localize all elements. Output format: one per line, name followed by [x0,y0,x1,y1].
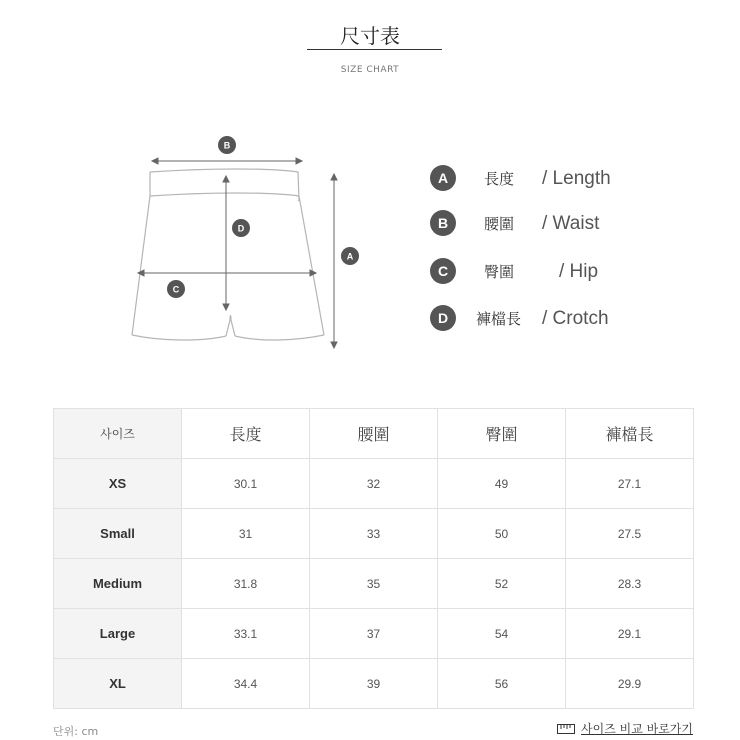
header-size: 사이즈 [54,409,182,459]
table-row [54,559,694,609]
size-table [53,408,694,709]
badge-c: C [430,258,456,284]
badge-b: B [430,210,456,236]
row-size: Medium [54,559,182,609]
ruler-icon [557,724,575,734]
cell-length: 31.8 [182,559,310,609]
cell-hip: 56 [438,659,566,709]
table-header-row [54,409,694,459]
shorts-diagram [120,130,370,360]
legend-zh-crotch: 褲檔長 [476,310,522,328]
cell-hip: 52 [438,559,566,609]
legend-zh-hip: 臀圍 [484,263,515,281]
cell-crotch: 27.1 [566,459,694,509]
arrow-head-left [152,158,158,164]
cell-waist: 39 [310,659,438,709]
cell-length: 34.4 [182,659,310,709]
legend-en-length: / Length [542,168,611,189]
cell-hip: 54 [438,609,566,659]
cell-waist: 37 [310,609,438,659]
legend-row-length [430,163,670,191]
table-row [54,459,694,509]
size-compare-link[interactable] [557,720,693,737]
cell-length: 33.1 [182,609,310,659]
header-crotch: 褲檔長 [566,409,694,459]
svg-text:A: A [346,251,354,262]
cell-waist: 32 [310,459,438,509]
cell-crotch: 29.9 [566,659,694,709]
cell-crotch: 29.1 [566,609,694,659]
cell-hip: 50 [438,509,566,559]
legend-zh-length: 長度 [484,170,515,188]
row-size: XL [54,659,182,709]
legend-row-waist [430,208,670,236]
svg-text:C: C [172,284,180,295]
cell-length: 30.1 [182,459,310,509]
cell-hip: 49 [438,459,566,509]
legend-en-waist: / Waist [542,213,600,234]
legend-zh-waist: 腰圍 [484,215,515,233]
arrow-head-right [296,158,302,164]
table-row [54,509,694,559]
svg-text:B: B [223,140,231,151]
table-row [54,609,694,659]
cell-crotch: 27.5 [566,509,694,559]
legend-en-hip: / Hip [559,261,599,282]
cell-waist: 35 [310,559,438,609]
cell-waist: 33 [310,509,438,559]
legend-en-crotch: / Crotch [542,308,609,329]
unit-label: 단위: cm [53,725,99,738]
header-hip: 臀圍 [438,409,566,459]
page-subtitle: SIZE CHART [340,65,400,75]
cell-length: 31 [182,509,310,559]
page-title: 尺寸表 [340,24,400,48]
size-compare-label[interactable]: 사이즈 비교 바로가기 [581,722,693,736]
svg-text:D: D [237,223,245,234]
table-row [54,659,694,709]
header-waist: 腰圍 [310,409,438,459]
row-size: Small [54,509,182,559]
badge-d: D [430,305,456,331]
header-length: 長度 [182,409,310,459]
title-underline [307,49,442,50]
row-size: Large [54,609,182,659]
legend-row-crotch [430,303,670,331]
legend-row-hip [430,256,670,284]
cell-crotch: 28.3 [566,559,694,609]
badge-a: A [430,165,456,191]
row-size: XS [54,459,182,509]
